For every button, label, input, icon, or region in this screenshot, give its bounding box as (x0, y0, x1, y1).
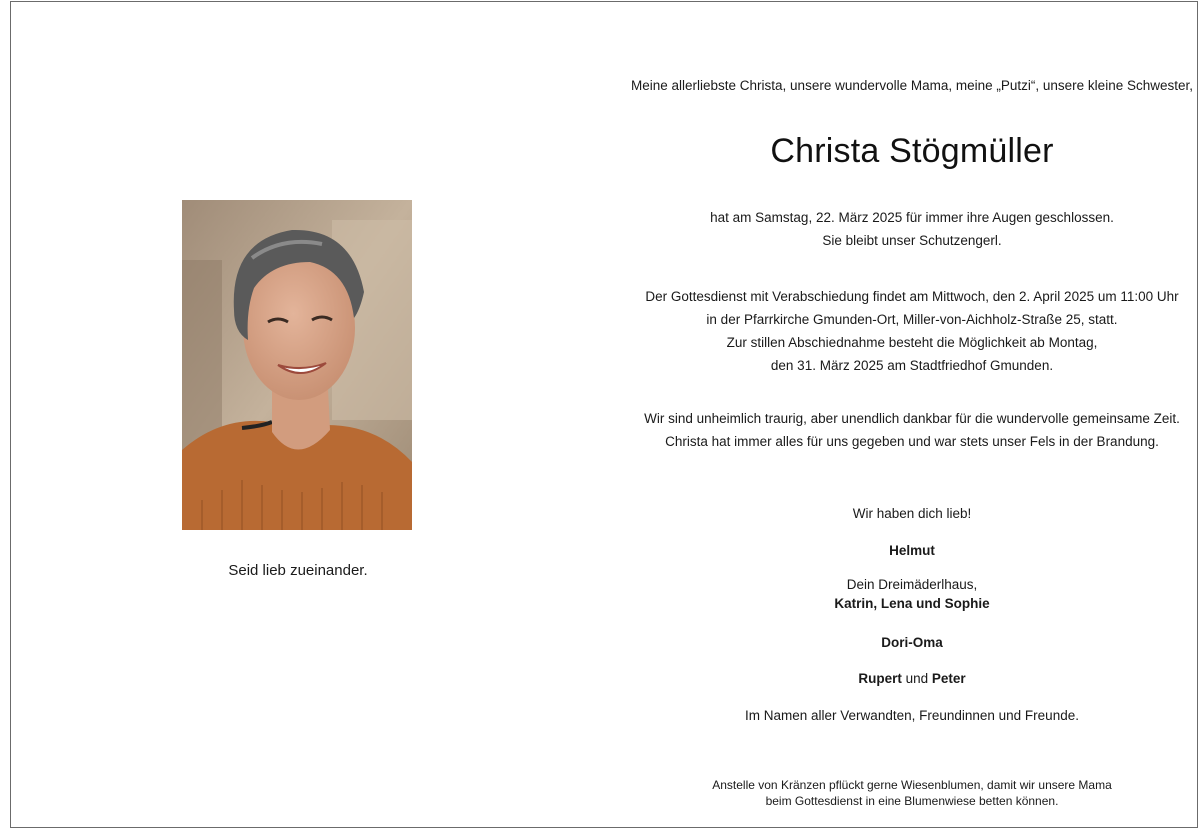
thanks-line: Wir sind unheimlich traurig, aber unendlich dankbar für die wundervolle gemeinsame Zeit. (644, 411, 1180, 426)
service-line: den 31. März 2025 am Stadtfriedhof Gmunden. (770, 358, 1054, 373)
death-line: hat am Samstag, 22. März 2025 für immer ihre Augen geschlossen. (710, 210, 1114, 225)
brother-name: Rupert (858, 671, 902, 686)
intro-line: Meine allerliebste Christa, unsere wundervolle Mama, meine „Putzi“, unsere kleine Schwester, (630, 78, 1193, 93)
service-info (626, 285, 1198, 377)
left-panel (11, 2, 601, 827)
service-line: Zur stillen Abschiednahme besteht die Möglichkeit ab Montag, (726, 335, 1098, 350)
closing-line: beim Gottesdienst in eine Blumenwiese betten können. (765, 794, 1059, 808)
obituary-card (10, 1, 1198, 828)
brothers-conjunction: und (901, 671, 932, 686)
death-line: Sie bleibt unser Schutzengerl. (822, 233, 1002, 248)
service-line: Der Gottesdienst mit Verabschiedung findet am Mittwoch, den 2. April 2025 um 11:00 Uhr (645, 289, 1179, 304)
motto-text: Seid lieb zueinander. (228, 562, 368, 579)
right-panel (626, 2, 1198, 827)
service-line: in der Pfarrkirche Gmunden-Ort, Miller-von-Aichholz-Straße 25, statt. (706, 312, 1118, 327)
brother-name: Peter (931, 671, 966, 686)
closing-line: Anstelle von Kränzen pflückt gerne Wiesenblumen, damit wir unsere Mama (712, 778, 1112, 792)
thanks-line: Christa hat immer alles für uns gegeben und war stets unser Fels in der Brandung. (665, 434, 1159, 449)
death-notice (626, 206, 1198, 252)
closing-note (626, 777, 1198, 809)
daughters-names: Katrin, Lena und Sophie (834, 596, 990, 611)
love-line: Wir haben dich lieb! (852, 506, 972, 521)
deceased-name: Christa Stögmüller (770, 132, 1054, 170)
relatives-line: Im Namen aller Verwandten, Freundinnen und Freunde. (745, 708, 1079, 723)
daughters-intro: Dein Dreimäderlhaus, (846, 577, 978, 592)
brothers-line (626, 667, 1198, 690)
daughters-block (626, 575, 1198, 613)
husband-name: Helmut (889, 543, 935, 558)
grandmother-name: Dori-Oma (881, 635, 943, 650)
thanks-text (626, 407, 1198, 453)
portrait-photo (182, 200, 412, 530)
